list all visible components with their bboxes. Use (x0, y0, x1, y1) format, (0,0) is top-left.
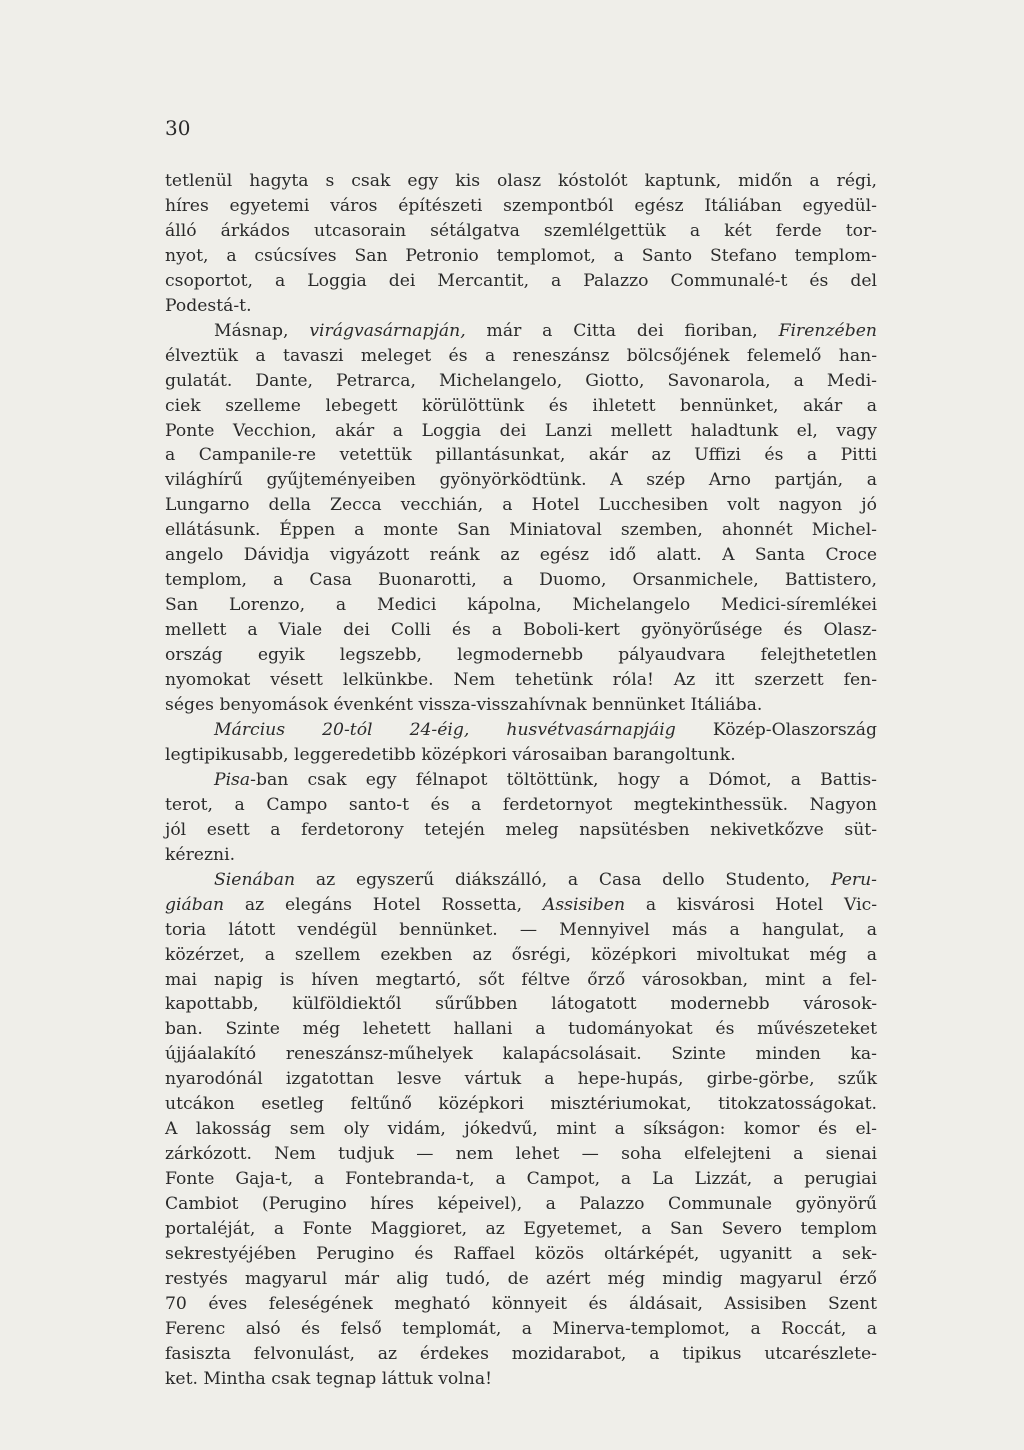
text-span: a Campanile-re vetettük pillantásunkat, akár az Uffizi és a Pitti (165, 445, 877, 466)
text-span: ban. Szinte még lehetett hallani a tudományokat és művészeteket (165, 1019, 877, 1040)
page-number: 30 (165, 116, 191, 140)
text-span: templom, a Casa Buonarotti, a Duomo, Orsanmichele, Battistero, (165, 570, 877, 591)
text-line (165, 1067, 877, 1092)
text-line (165, 543, 877, 568)
text-line (165, 1317, 877, 1342)
text-line (165, 868, 877, 893)
text-line (165, 294, 877, 319)
text-line (165, 1242, 877, 1267)
text-span: fasiszta felvonulást, az érdekes mozidarabot, a tipikus utcarészlete- (165, 1343, 877, 1364)
text-line (165, 319, 877, 344)
text-span: A lakosság sem oly vidám, jókedvű, mint a síkságon: komor és el- (165, 1119, 877, 1140)
text-line (165, 743, 877, 768)
text-span: nyomokat vésett lelkünkbe. Nem tehetünk róla! Az itt szerzett fen- (165, 670, 877, 691)
text-span: nyarodónál izgatottan lesve vártuk a hepe-hupás, girbe-görbe, szűk (165, 1069, 877, 1090)
page-body-text (165, 169, 877, 1392)
text-line (165, 918, 877, 943)
text-span: Ponte Vecchion, akár a Loggia dei Lanzi mellett haladtunk el, vagy (165, 420, 877, 441)
text-line (165, 468, 877, 493)
text-line (165, 1042, 877, 1067)
text-line (165, 768, 877, 793)
text-span: zárkózott. Nem tudjuk — nem lehet — soha elfelejteni a sienai (165, 1144, 877, 1165)
text-line (165, 693, 877, 718)
text-line (165, 244, 877, 269)
text-span: nyot, a csúcsíves San Petronio templomot, a Santo Stefano templom- (165, 245, 877, 266)
text-line (165, 668, 877, 693)
text-span: legtipikusabb, leggeredetibb középkori városaiban barangoltunk. (165, 744, 736, 765)
text-line (165, 194, 877, 219)
text-span: jól esett a ferdetorony tetején meleg napsütésben nekivetkőzve süt- (165, 819, 877, 840)
text-span: Podestá-t. (165, 295, 252, 316)
text-line (165, 992, 877, 1017)
text-line (165, 1017, 877, 1042)
text-line (165, 269, 877, 294)
text-span: Lungarno della Zecca vecchián, a Hotel Lucchesiben volt nagyon jó (165, 495, 877, 516)
text-line (165, 1217, 877, 1242)
text-span: ellátásunk. Éppen a monte San Miniatoval szemben, ahonnét Michel- (165, 520, 877, 541)
text-line (165, 818, 877, 843)
text-line (165, 1117, 877, 1142)
text-span: Cambiot (Perugino híres képeivel), a Palazzo Communale gyönyörű (165, 1194, 877, 1215)
text-line (165, 893, 877, 918)
text-span: portaléját, a Fonte Maggioret, az Egyetemet, a San Severo templom (165, 1219, 877, 1240)
text-span: álló árkádos utcasorain sétálgatva szemlélgettük a két ferde tor- (165, 220, 877, 241)
text-span: a kisvárosi Hotel Vic- (625, 894, 878, 915)
text-span: angelo Dávidja vigyázott reánk az egész idő alatt. A Santa Croce (165, 545, 877, 566)
italic-text: Pisa (214, 769, 251, 790)
text-line (165, 943, 877, 968)
italic-text: Sienában (214, 869, 296, 890)
italic-text: Firenzében (778, 320, 877, 341)
text-span: újjáalakító reneszánsz-műhelyek kalapácsolásait. Szinte minden ka- (165, 1044, 877, 1065)
text-span: Másnap, (214, 320, 310, 341)
text-line (165, 618, 877, 643)
text-span: -ban csak egy félnapot töltöttünk, hogy a Dómot, a Battis- (250, 769, 877, 790)
text-line (165, 1342, 877, 1367)
text-span: kapottabb, külföldiektől sűrűbben látogatott modernebb városok- (165, 994, 877, 1015)
text-line (165, 1192, 877, 1217)
text-span: kérezni. (165, 844, 236, 865)
text-line (165, 593, 877, 618)
text-line (165, 1167, 877, 1192)
text-line (165, 968, 877, 993)
text-line (165, 1267, 877, 1292)
italic-text: Peru- (830, 869, 877, 890)
text-line (165, 443, 877, 468)
text-span: terot, a Campo santo-t és a ferdetornyot megtekinthessük. Nagyon (165, 794, 877, 815)
text-line (165, 1092, 877, 1117)
italic-text: Március 20-tól 24-éig, husvétvasárnapjáig (214, 719, 676, 740)
text-span: tetlenül hagyta s csak egy kis olasz kóstolót kaptunk, midőn a régi, (165, 171, 877, 191)
text-span: ciek szelleme lebegett körülöttünk és ihletett bennünket, akár a (165, 395, 877, 416)
text-line (165, 344, 877, 369)
text-span: utcákon esetleg feltűnő középkori misztériumokat, titokzatosságokat. (165, 1094, 877, 1115)
text-line (165, 843, 877, 868)
text-span: ket. Mintha csak tegnap láttuk volna! (165, 1368, 492, 1389)
text-span: híres egyetemi város építészeti szempontból egész Itáliában egyedül- (165, 195, 877, 216)
text-span: séges benyomások évenként vissza-visszahívnak bennünket Itáliába. (165, 695, 763, 716)
text-line (165, 518, 877, 543)
text-line (165, 493, 877, 518)
text-span: már a Citta dei fioriban, (465, 320, 779, 341)
text-line (165, 419, 877, 444)
text-line (165, 643, 877, 668)
text-span: restyés magyarul már alig tudó, de azért még mindig magyarul érző (165, 1268, 877, 1289)
text-span: az elegáns Hotel Rossetta, (224, 894, 543, 915)
text-span: 70 éves feleségének megható könnyeit és áldásait, Assisiben Szent (165, 1293, 877, 1314)
italic-text: Assisiben (542, 894, 626, 915)
text-line (165, 369, 877, 394)
text-line (165, 568, 877, 593)
text-span: San Lorenzo, a Medici kápolna, Michelangelo Medici-síremlékei (165, 595, 877, 616)
text-line (165, 169, 877, 194)
text-line (165, 793, 877, 818)
italic-text: virágvasárnapján, (309, 320, 466, 341)
text-line (165, 1142, 877, 1167)
text-span: Közép-Olaszország (675, 719, 877, 740)
text-line (165, 1367, 877, 1392)
text-span: közérzet, a szellem ezekben az ősrégi, középkori mivoltukat még a (165, 944, 877, 965)
text-span: sekrestyéjében Perugino és Raffael közös oltárképét, ugyanitt a sek- (165, 1243, 877, 1264)
text-span: mai napig is híven megtartó, sőt féltve őrző városokban, mint a fel- (165, 969, 877, 990)
text-line (165, 718, 877, 743)
text-span: csoportot, a Loggia dei Mercantit, a Palazzo Communalé-t és del (165, 270, 877, 291)
text-span: az egyszerű diákszálló, a Casa dello Studento, (295, 869, 831, 890)
text-line (165, 394, 877, 419)
text-line (165, 219, 877, 244)
text-span: Fonte Gaja-t, a Fontebranda-t, a Campot, a La Lizzát, a perugiai (165, 1169, 877, 1190)
text-span: gulatát. Dante, Petrarca, Michelangelo, Giotto, Savonarola, a Medi- (165, 370, 877, 391)
text-span: ország egyik legszebb, legmodernebb pályaudvara felejthetetlen (165, 645, 877, 666)
italic-text: giában (165, 894, 225, 915)
text-line (165, 1292, 877, 1317)
text-span: Ferenc alsó és felső templomát, a Minerva-templomot, a Roccát, a (165, 1318, 877, 1339)
text-span: mellett a Viale dei Colli és a Boboli-kert gyönyörűsége és Olasz- (165, 620, 877, 641)
text-span: élveztük a tavaszi meleget és a reneszánsz bölcsőjének felemelő han- (165, 345, 877, 366)
text-span: világhírű gyűjteményeiben gyönyörködtünk. A szép Arno partján, a (165, 470, 877, 491)
text-span: toria látott vendégül bennünket. — Mennyivel más a hangulat, a (165, 919, 877, 940)
